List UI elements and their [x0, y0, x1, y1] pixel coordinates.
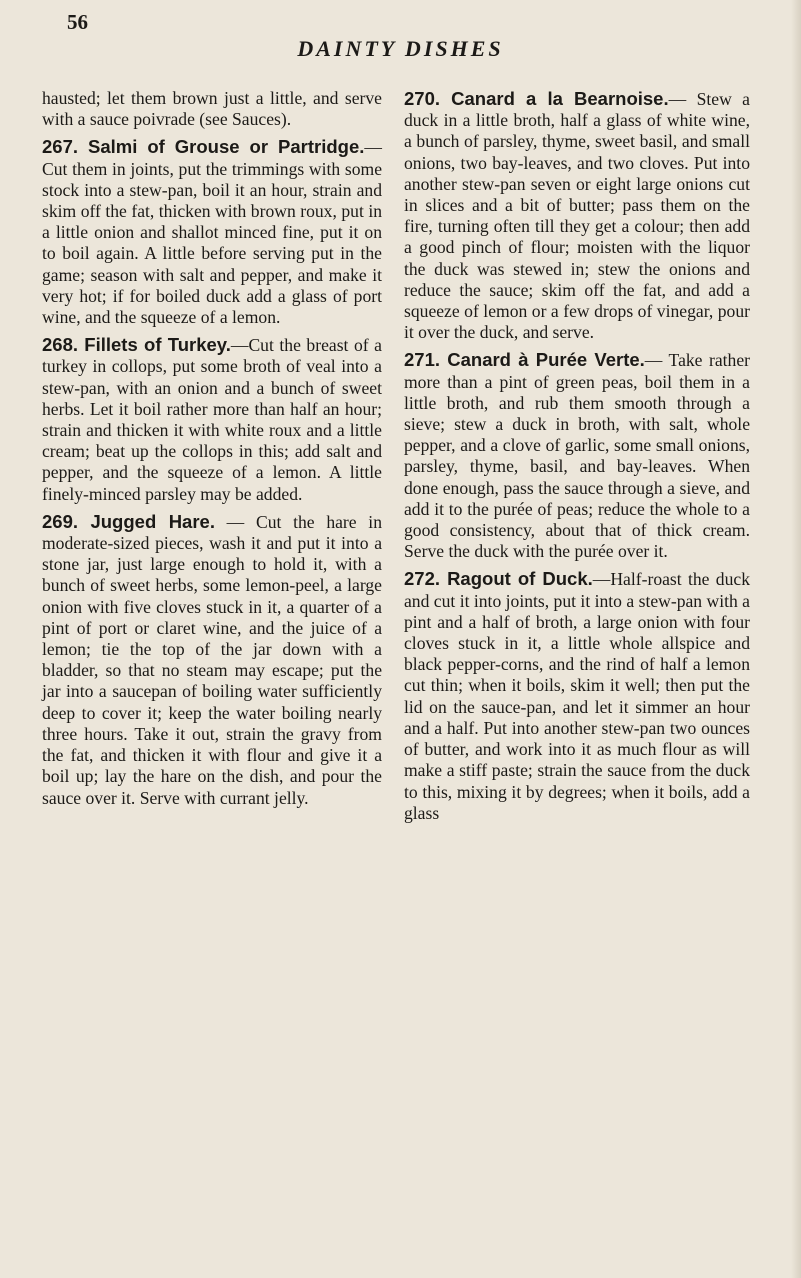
- recipe-272: [404, 568, 750, 823]
- recipe-body: — Take rather more than a pint of green peas, boil them in a little broth, and rub them smooth through a sieve; stew a duck in broth, with salt, whole pepper, and a clove of garlic, some small onions, parsley, thyme, basil, and bay-leaves. When done enough, pass the sauce through a sieve, and add it to the purée of peas; reduce the whole to a good consistency, about that of thick cream. Serve the duck with the purée over it.: [404, 350, 750, 562]
- recipe-268: [42, 334, 382, 505]
- left-column: [42, 88, 382, 815]
- page-edge-shadow: [791, 0, 801, 1278]
- recipe-body: —Half-roast the duck and cut it into joints, put it into a stew-pan with a pint and a half of broth, a large onion with four cloves stuck in it, a little whole allspice and black pepper-corns, and the rind of half a lemon cut thin; when it boils, skim it well; then put the lid on the sauce-pan, and let it simmer an hour and a half. Put into another stew-pan two ounces of butter, and work into it as much flour as will make a stiff paste; strain the sauce from the duck to this, mixing it by degrees; when it boils, add a glass: [404, 569, 750, 823]
- page-number: 56: [67, 10, 88, 34]
- recipe-body: —Cut them in joints, put the trimmings with some stock into a stew-pan, boil it an hour, strain and skim off the fat, thicken with brown roux, put in a little onion and shallot minced fine, put it on to boil again. A little before serving put in the game; season with salt and pepper, and make it very hot; if for boiled duck add a glass of port wine, and the squeeze of a lemon.: [42, 137, 382, 328]
- recipe-heading: 270. Canard a la Bearnoise.: [404, 88, 669, 109]
- recipe-heading: 271. Canard à Purée Verte.: [404, 349, 645, 371]
- recipe-body: — Stew a duck in a little broth, half a glass of white wine, a bunch of parsley, thyme, sweet basil, and small onions, two bay-leaves, and two cloves. Put into another stew-pan seven or eight large onions cut in slices and a bit of butter; pass them on the fire, turning often till they get a colour; then add a good pinch of flour; moisten with the liquor the duck was stewed in; stew the onions and reduce the sauce; skim off the fat, and add a squeeze of lemon or a few drops of vinegar, pour it over the duck, and serve.: [404, 89, 750, 343]
- recipe-270: [404, 88, 750, 343]
- right-column: [404, 88, 750, 830]
- recipe-267: [42, 136, 382, 328]
- recipe-heading: 269. Jugged Hare.: [42, 510, 215, 532]
- running-title: DAINTY DISHES: [297, 36, 504, 61]
- recipe-271: [404, 349, 750, 562]
- recipe-heading: 272. Ragout of Duck.: [404, 568, 593, 590]
- recipe-heading: 268. Fillets of Turkey.: [42, 334, 231, 356]
- recipe-body: —Cut the breast of a turkey in collops, put some broth of veal into a stew-pan, with an onion and a bunch of sweet herbs. Let it boil rather more than half an hour; strain and thicken it with white roux and a little cream; beat up the collops in this; add salt and pepper, and the squeeze of a lemon. A little finely-minced parsley may be added.: [42, 335, 382, 504]
- recipe-body: — Cut the hare in moderate-sized pieces, wash it and put it into a stone jar, just large enough to hold it, with a bunch of sweet herbs, some lemon-peel, a large onion with five cloves stuck in it, a quarter of a pint of port or claret wine, and the juice of a lemon; tie the top of the jar down with a bladder, so that no steam may escape; put the jar into a saucepan of boiling water sufficiently deep to cover it; keep the water boiling nearly three hours. Take it out, strain the gravy from the fat, and thicken it with flour and give it a boil up; lay the hare on the dish, and pour the sauce over it. Serve with currant jelly.: [42, 511, 382, 808]
- continuation-paragraph: hausted; let them brown just a little, and serve with a sauce poivrade (see Sauces).: [42, 88, 382, 130]
- recipe-269: [42, 511, 382, 809]
- recipe-heading: 267. Salmi of Grouse or Partridge.: [42, 136, 365, 158]
